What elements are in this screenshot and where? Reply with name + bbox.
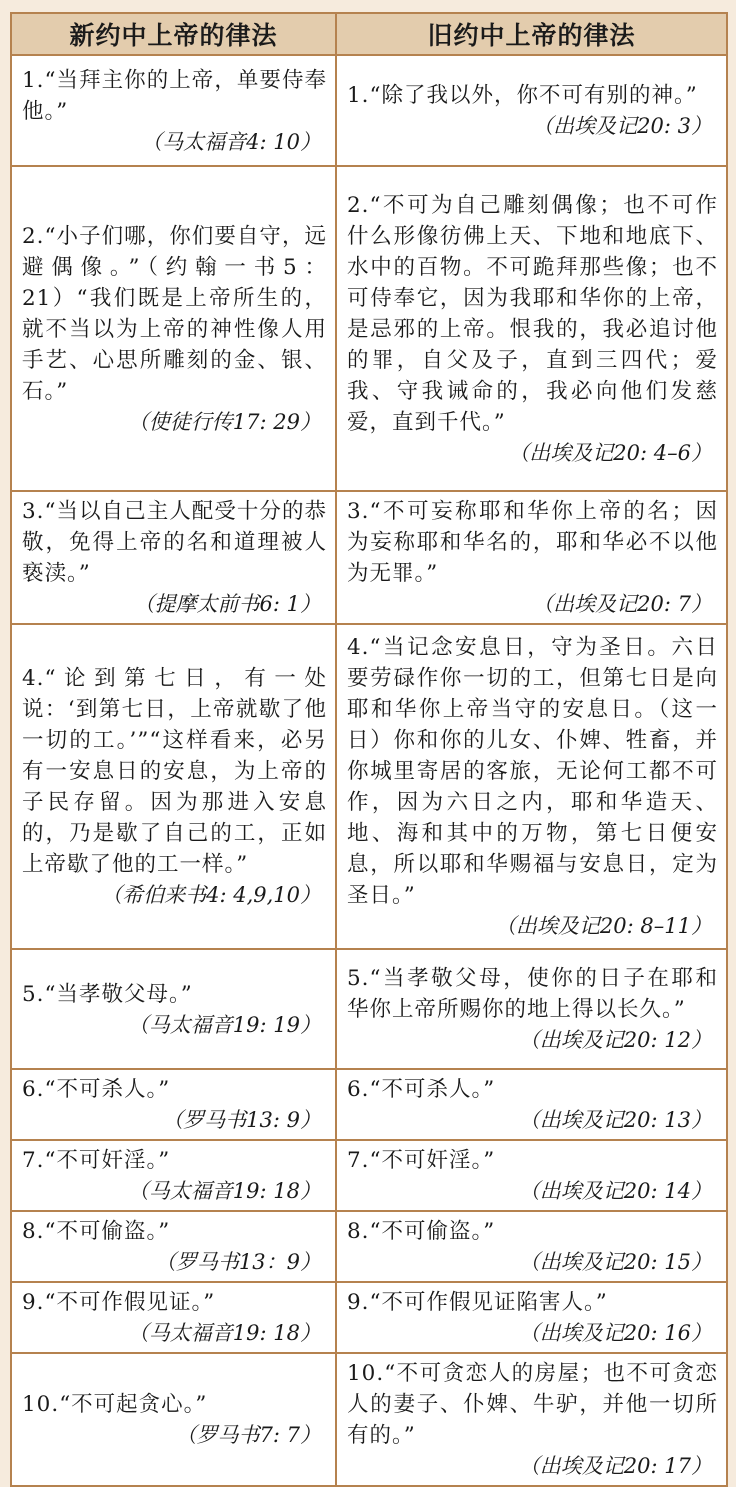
commandment-row-4 [11,624,727,949]
law-comparison-page [10,12,726,1487]
new-testament-text: 6.“不可杀人。” [22,1077,171,1102]
header-old-testament: 旧约中上帝的律法 [336,13,727,55]
new-testament-reference: （马太福音19: 18） [127,1179,321,1203]
old-testament-reference: （出埃及记20: 14） [518,1179,712,1203]
new-testament-text: 4.“论到第七日，有一处说：‘到第七日，上帝就歇了他一切的工。’”“这样看来，必另有一安息日的安息，为上帝的子民存留。因为那进入安息的，乃是歇了自己的工，正如上帝歇了他的工一样。” [22,666,327,877]
old-testament-reference: （出埃及记20: 8–11） [494,914,712,938]
new-testament-text: 3.“当以自己主人配受十分的恭敬，免得上帝的名和道理被人亵渎。” [22,499,327,586]
new-testament-reference: （使徒行传17: 29） [127,409,321,434]
new-testament-cell [11,1140,336,1211]
new-testament-reference: （马太福音4: 10） [141,129,321,154]
new-testament-reference: （希伯来书4: 4,9,10） [101,883,321,907]
new-testament-cell [11,949,336,1069]
old-testament-cell [336,1353,727,1486]
old-testament-text: 7.“不可奸淫。” [347,1148,496,1173]
old-testament-cell [336,491,727,624]
old-testament-text: 1.“除了我以外，你不可有别的神。” [347,83,698,108]
new-testament-reference: （罗马书13：9） [154,1250,321,1274]
new-testament-text: 2.“小子们哪，你们要自守，远避偶像。”（约翰一书5：21）“我们既是上帝所生的，就不当以为上帝的神性像人用手艺、心思所雕刻的金、银、石。” [22,223,327,404]
old-testament-reference: （出埃及记20: 16） [518,1321,712,1345]
header-row [11,13,727,55]
old-testament-reference: （出埃及记20: 7） [532,592,712,616]
new-testament-cell [11,1353,336,1486]
commandment-row-7 [11,1140,727,1211]
old-testament-reference: （出埃及记20: 15） [518,1250,712,1274]
header-new-testament: 新约中上帝的律法 [11,13,336,55]
old-testament-text: 3.“不可妄称耶和华你上帝的名；因为妄称耶和华名的，耶和华必不以他为无罪。” [347,499,718,586]
old-testament-reference: （出埃及记20: 3） [532,114,712,138]
commandment-row-10 [11,1353,727,1486]
old-testament-text: 2.“不可为自己雕刻偶像；也不可作什么形像彷佛上天、下地和地底下、水中的百物。不可跪拜那些像；也不可侍奉它，因为我耶和华你的上帝，是忌邪的上帝。恨我的，我必追讨他的罪，自父及子，直到三四代；爱我、守我诫命的，我必向他们发慈爱，直到千代。” [347,192,718,435]
old-testament-text: 9.“不可作假见证陷害人。” [347,1290,608,1315]
old-testament-text: 6.“不可杀人。” [347,1077,496,1102]
new-testament-text: 8.“不可偷盗。” [22,1219,171,1244]
new-testament-reference: （罗马书7: 7） [175,1423,321,1447]
new-testament-reference: （提摩太前书6: 1） [133,592,321,616]
new-testament-reference: （马太福音19: 19） [127,1012,321,1037]
old-testament-reference: （出埃及记20: 13） [518,1108,712,1132]
new-testament-reference: （马太福音19: 18） [127,1321,321,1345]
old-testament-cell [336,1069,727,1140]
new-testament-text: 10.“不可起贪心。” [22,1392,208,1417]
old-testament-text: 10.“不可贪恋人的房屋；也不可贪恋人的妻子、仆婢、牛驴，并他一切所有的。” [347,1361,718,1448]
new-testament-cell [11,1282,336,1353]
old-testament-text: 8.“不可偷盗。” [347,1219,496,1244]
law-comparison-table [10,12,728,1487]
commandment-row-9 [11,1282,727,1353]
old-testament-cell [336,624,727,949]
old-testament-cell [336,166,727,491]
new-testament-cell [11,624,336,949]
commandment-row-5 [11,949,727,1069]
old-testament-text: 4.“当记念安息日，守为圣日。六日要劳碌作你一切的工，但第七日是向耶和华你上帝当守的安息日。（这一日）你和你的儿女、仆婢、牲畜，并你城里寄居的客旅，无论何工都不可作，因为六日之内，耶和华造天、地、海和其中的万物，第七日便安息，所以耶和华赐福与安息日，定为圣日。” [347,635,718,908]
old-testament-text: 5.“当孝敬父母，使你的日子在耶和华你上帝所赐你的地上得以长久。” [347,966,718,1022]
new-testament-text: 5.“当孝敬父母。” [22,981,193,1007]
commandment-row-3 [11,491,727,624]
commandment-row-8 [11,1211,727,1282]
new-testament-cell [11,1211,336,1282]
old-testament-cell [336,55,727,166]
old-testament-cell [336,1282,727,1353]
commandment-row-6 [11,1069,727,1140]
new-testament-cell [11,166,336,491]
old-testament-reference: （出埃及记20: 17） [518,1454,712,1478]
old-testament-cell [336,1140,727,1211]
new-testament-text: 7.“不可奸淫。” [22,1148,171,1173]
new-testament-text: 1.“当拜主你的上帝，单要侍奉他。” [22,67,327,124]
old-testament-reference: （出埃及记20: 4–6） [508,440,712,465]
new-testament-cell [11,491,336,624]
old-testament-reference: （出埃及记20: 12） [518,1028,712,1052]
old-testament-cell [336,949,727,1069]
commandment-row-2 [11,166,727,491]
old-testament-cell [336,1211,727,1282]
new-testament-cell [11,55,336,166]
new-testament-text: 9.“不可作假见证。” [22,1290,216,1315]
commandment-row-1 [11,55,727,166]
new-testament-reference: （罗马书13: 9） [162,1108,321,1132]
new-testament-cell [11,1069,336,1140]
